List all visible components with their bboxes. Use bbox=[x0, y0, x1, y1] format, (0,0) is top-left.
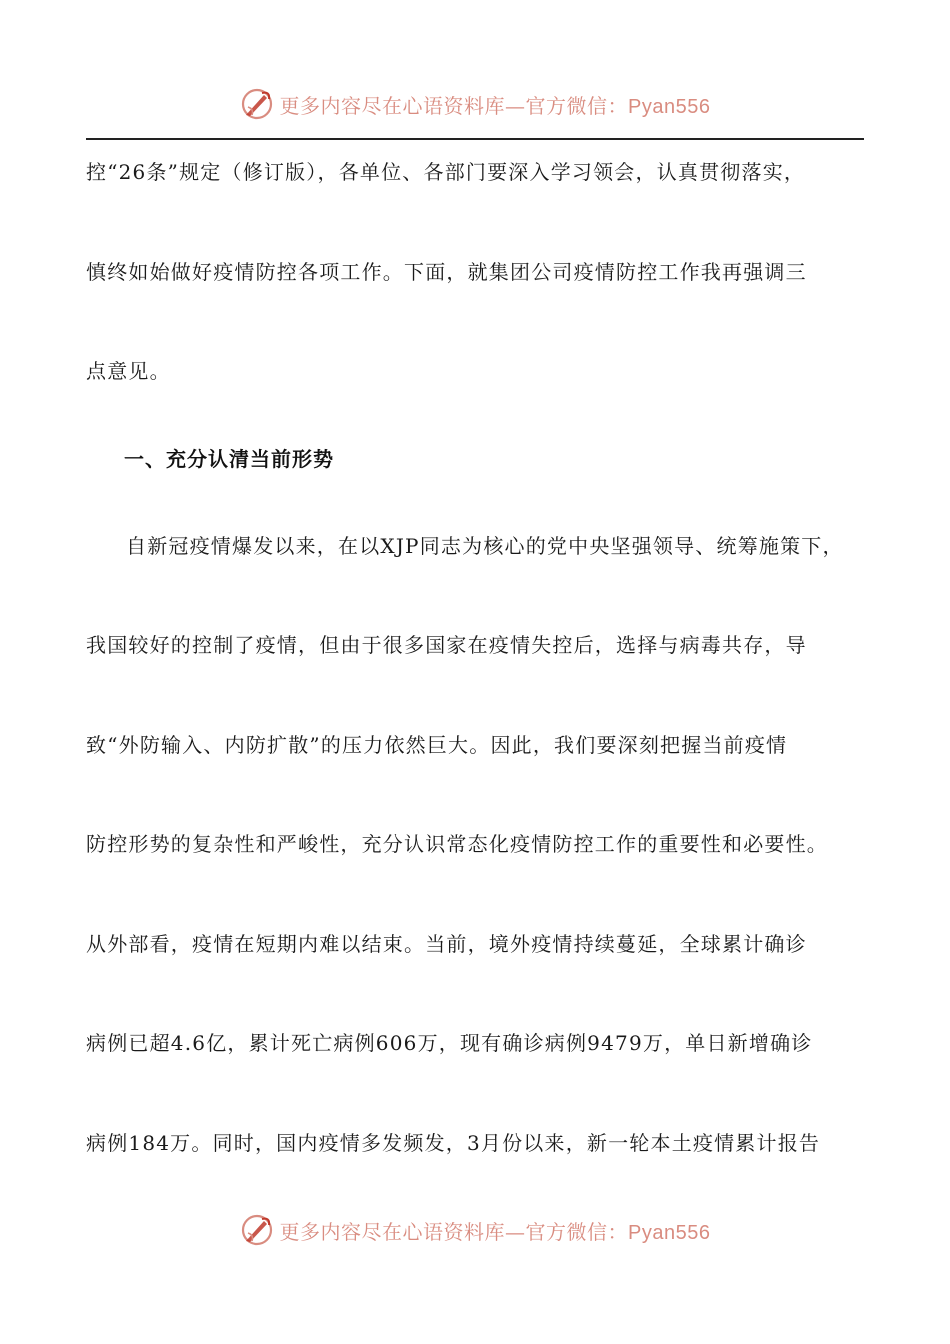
section-line-4: 防控形势的复杂性和严峻性，充分认识常态化疫情防控工作的重要性和必要性。 bbox=[86, 832, 828, 856]
section-heading: 一、充分认清当前形势 bbox=[124, 447, 334, 471]
header-wechat-id: Pyan556 bbox=[628, 95, 711, 118]
section-line-2: 我国较好的控制了疫情，但由于很多国家在疫情失控后，选择与病毒共存，导 bbox=[86, 633, 807, 657]
quill-logo-icon bbox=[240, 1213, 274, 1247]
footer-brand-text bbox=[280, 1216, 711, 1245]
section-line-1: 自新冠疫情爆发以来，在以XJP同志为核心的党中央坚强领导、统筹施策下， bbox=[126, 534, 844, 558]
header-brand-label: 更多内容尽在心语资料库—官方微信： bbox=[279, 93, 629, 118]
section-line-3: 致“外防输入、内防扩散”的压力依然巨大。因此，我们要深刻把握当前疫情 bbox=[86, 733, 788, 757]
section-line-6: 病例已超4.6亿，累计死亡病例606万，现有确诊病例9479万，单日新增确诊 bbox=[86, 1031, 813, 1055]
footer-wechat-id: Pyan556 bbox=[628, 1221, 711, 1244]
paragraph-line-2: 慎终如始做好疫情防控各项工作。下面，就集团公司疫情防控工作我再强调三 bbox=[86, 260, 807, 284]
page-footer bbox=[0, 1210, 950, 1250]
quill-logo-icon bbox=[240, 87, 274, 121]
section-line-5: 从外部看，疫情在短期内难以结束。当前，境外疫情持续蔓延，全球累计确诊 bbox=[86, 932, 807, 956]
footer-brand-label: 更多内容尽在心语资料库—官方微信： bbox=[279, 1219, 629, 1244]
page-header bbox=[0, 84, 950, 124]
header-brand-text bbox=[280, 90, 711, 119]
header-divider bbox=[86, 138, 864, 140]
paragraph-line-1: 控“26条”规定（修订版），各单位、各部门要深入学习领会，认真贯彻落实， bbox=[86, 160, 806, 184]
section-line-7: 病例184万。同时，国内疫情多发频发，3月份以来，新一轮本土疫情累计报告 bbox=[86, 1131, 821, 1155]
paragraph-line-3: 点意见。 bbox=[86, 359, 171, 383]
